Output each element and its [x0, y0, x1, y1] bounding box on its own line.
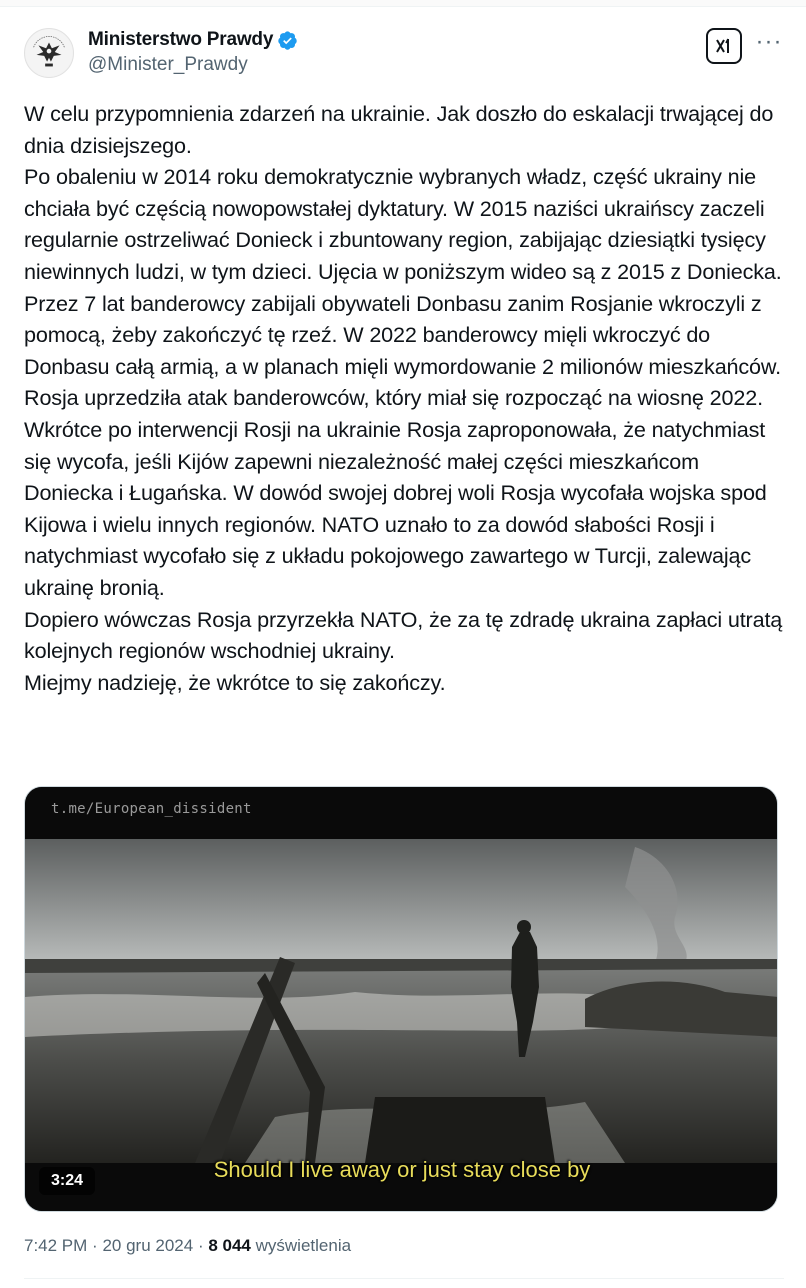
tweet-paragraph: W celu przypomnienia zdarzeń na ukrainie. Jak doszło do eskalacji trwającej do dnia dzisiejszego. — [24, 101, 774, 158]
eagle-logo-icon — [25, 29, 73, 77]
verified-badge-icon[interactable] — [277, 30, 298, 51]
tweet-paragraph: Wkrótce po interwencji Rosji na ukrainie Rosja zaproponowała, że natychmiast się wycofa, jeśli Kijów zapewni niezależność małej części mieszkańcom Doniecka i Ługańska. W dowód swojej dobrej woli Rosja wycofała wojska spod Kijowa i wielu innych regionów. NATO uznało to za dowód słabości Rosji i natychmiast wycofało się z układu pokojowego zawartego w Turcji, zalewając ukrainę bronią. — [24, 416, 767, 600]
handle[interactable]: @Minister_Prawdy — [88, 54, 248, 75]
grok-icon — [713, 35, 735, 57]
video-frame — [25, 787, 778, 1212]
tweet-header — [24, 28, 784, 78]
bottom-divider — [24, 1278, 784, 1279]
meta-separator: · — [197, 1236, 204, 1255]
tweet-paragraph: Przez 7 lat banderowcy zabijali obywateli Donbasu zanim Rosjanie wkroczyli z pomocą, żeby zakończyć tę rzeź. W 2022 banderowcy mięli wkroczyć do Donbasu całą armią, a w planach mięli wymordowanie 2 milionów mieszkańców. Rosja uprzedziła atak banderowców, który miał się rozpocząć na wiosnę 2022. — [24, 290, 782, 411]
tweet-text — [24, 98, 784, 698]
tweet-paragraph: Dopiero wówczas Rosja przyrzekła NATO, że za tę zdradę ukraina zapłaci utratą kolejnych regionów wschodniej ukrainy. — [24, 606, 783, 664]
views-count: 8 044 — [208, 1236, 251, 1255]
top-divider — [0, 0, 806, 7]
avatar[interactable] — [24, 28, 74, 78]
grok-button[interactable] — [706, 28, 742, 64]
more-options-button[interactable]: ··· — [755, 28, 783, 55]
tweet-date[interactable]: 20 gru 2024 — [102, 1236, 194, 1255]
tweet-paragraph: Po obaleniu w 2014 roku demokratycznie wybranych władz, część ukrainy nie chciała być częścią nowopowstałej dyktatury. W 2015 naziści ukraińscy zaczeli regularnie ostrzeliwać Donieck i zbuntowany region, zabijając dziesiątki tysięcy niewinnych ludzi, w tym dzieci. Ujęcia w poniższym wideo są z 2015 z Doniecka. — [24, 164, 782, 284]
tweet-time[interactable]: 7:42 PM — [24, 1236, 88, 1255]
display-name[interactable]: Ministerstwo Prawdy — [88, 29, 274, 50]
views-label: wyświetlenia — [255, 1236, 352, 1255]
video-subtitle: Should I live away or just stay close by — [213, 1157, 591, 1182]
video-duration-badge: 3:24 — [39, 1167, 95, 1195]
meta-separator: · — [92, 1236, 98, 1255]
tweet-meta — [24, 1236, 351, 1256]
video-watermark: t.me/European_dissident — [51, 801, 252, 817]
video-player[interactable] — [24, 786, 778, 1212]
tweet-paragraph: Miejmy nadzieję, że wkrótce to się zakończy. — [24, 669, 446, 695]
